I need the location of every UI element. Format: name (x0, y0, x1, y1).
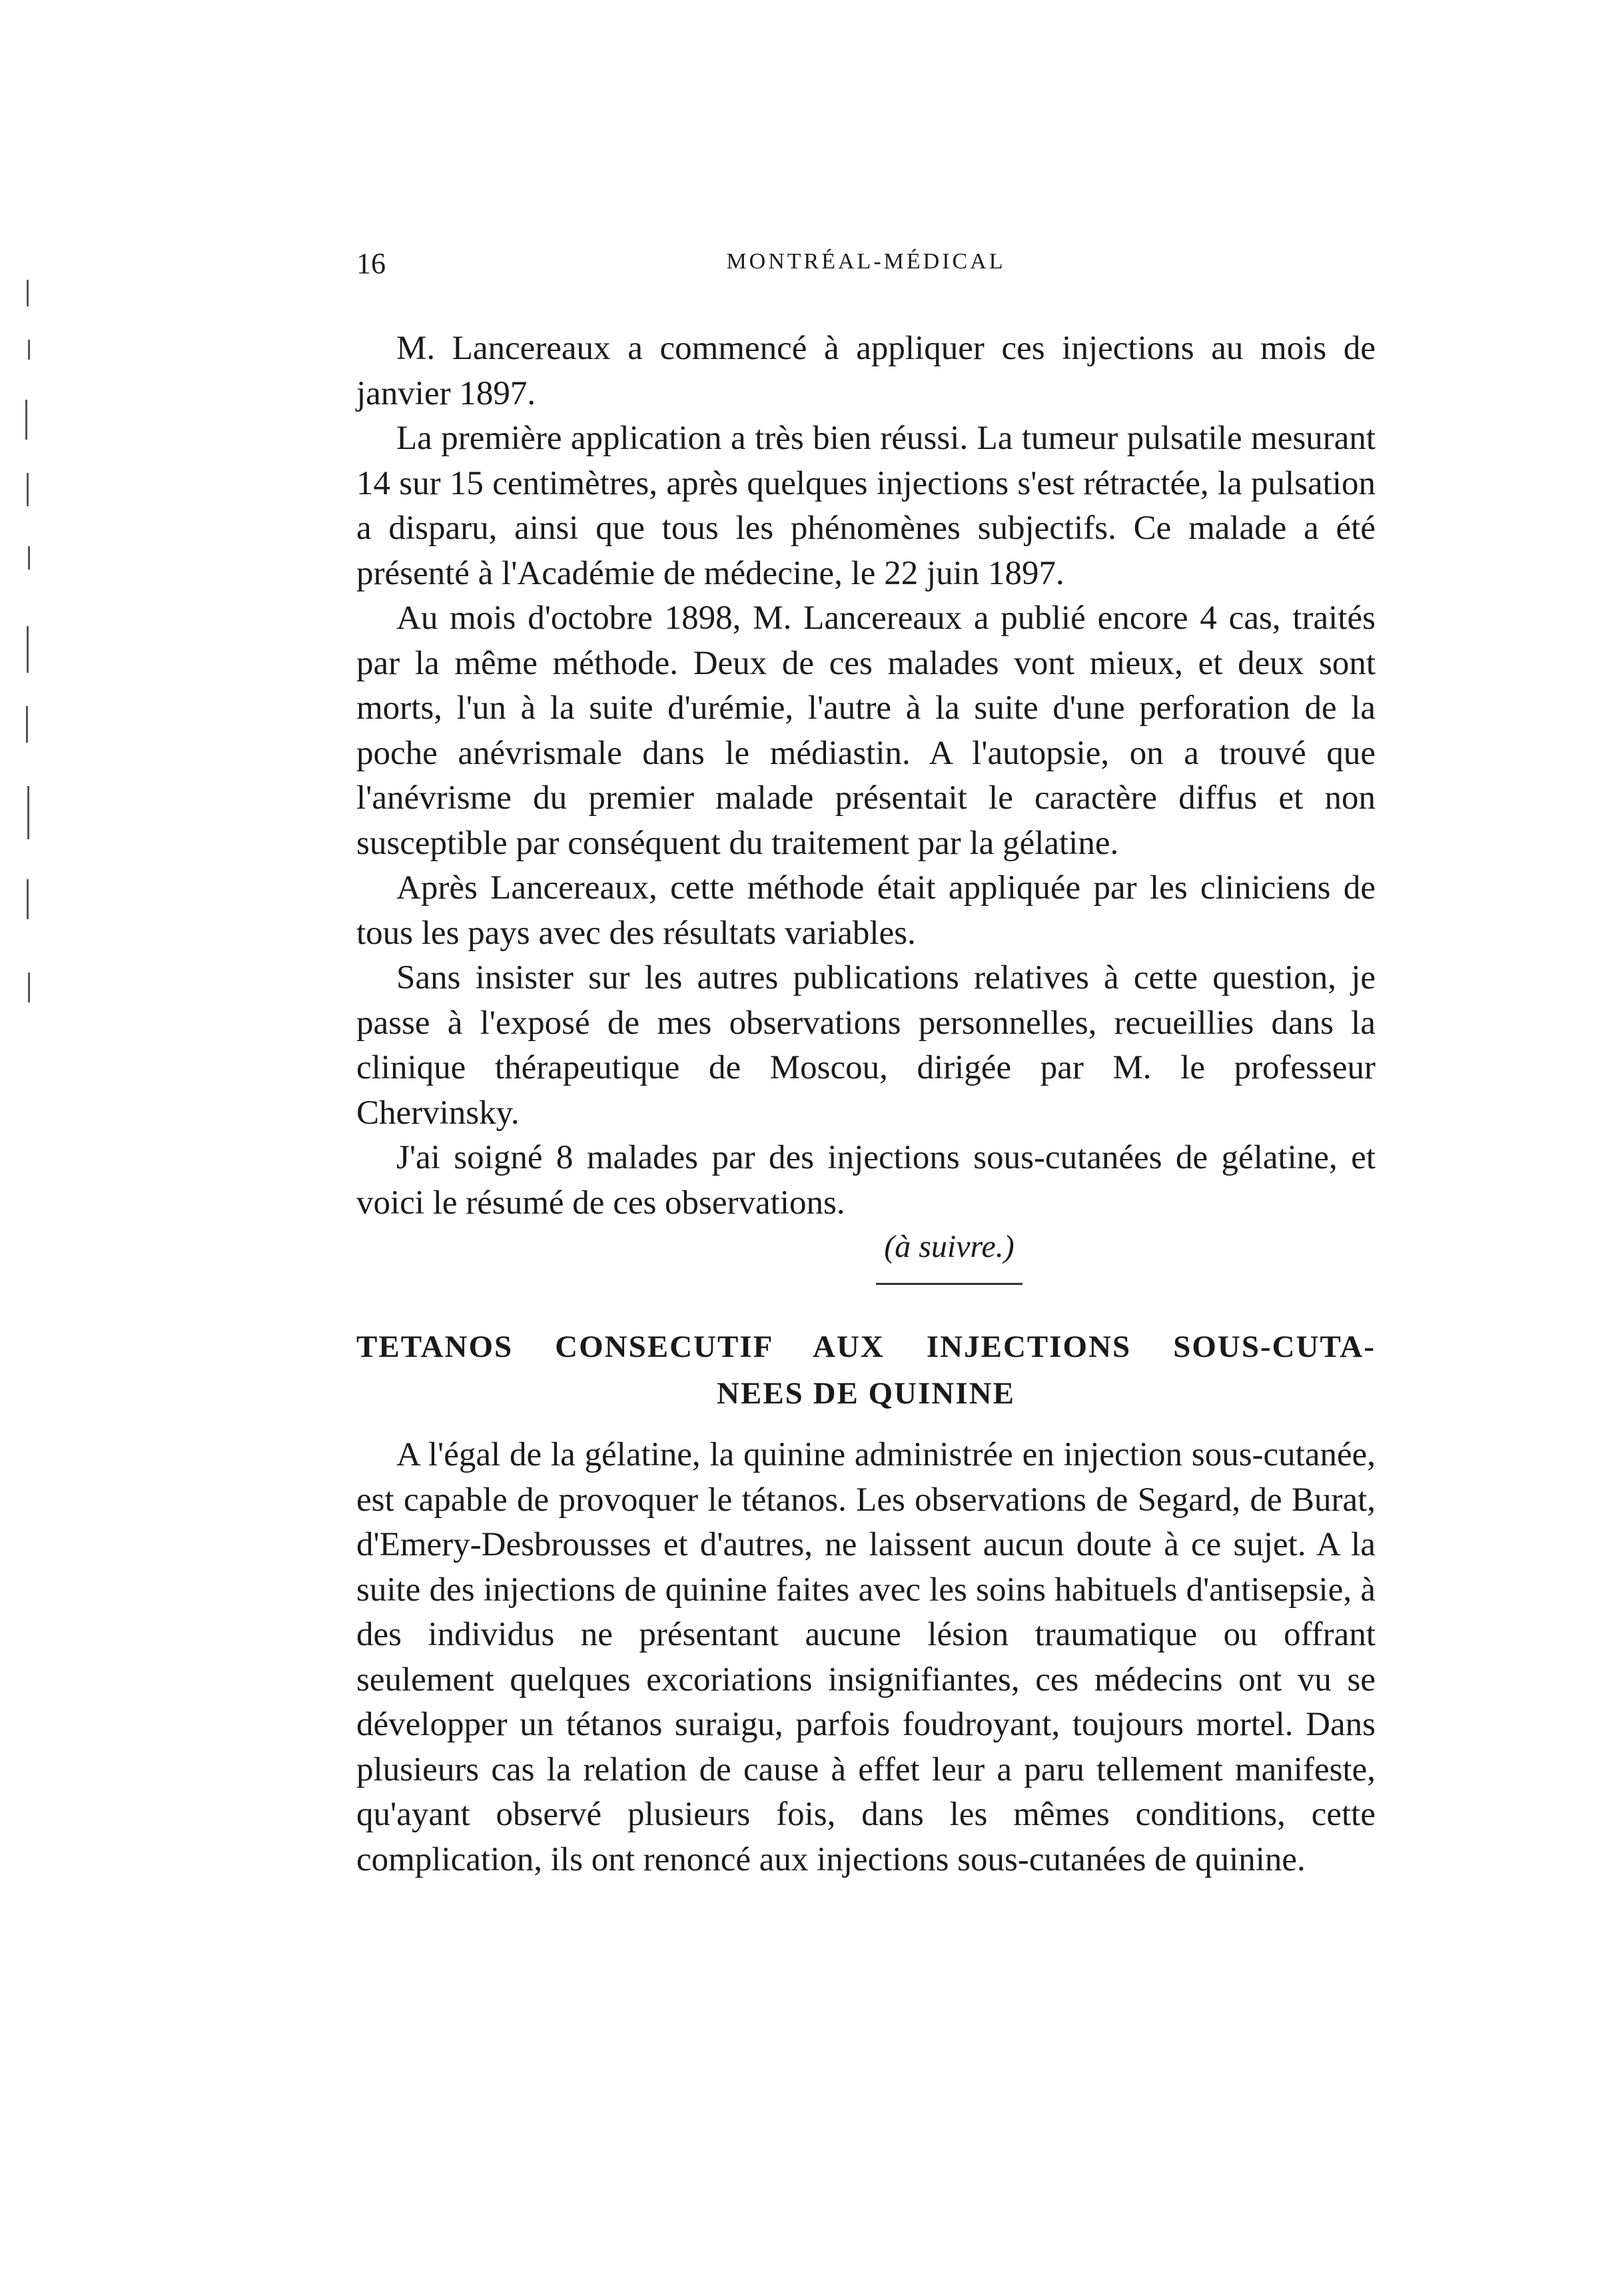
page-header (356, 246, 1376, 286)
paragraph: J'ai soigné 8 malades par des injections sous-cutanées de gélatine, et voici le résumé de ces observations. (356, 1139, 1376, 1222)
margin-scan-marks (20, 280, 40, 1079)
paragraph: Au mois d'octobre 1898, M. Lancereaux a publié encore 4 cas, traités par la même méthode. Deux de ces malades vont mieux, et deux sont morts, l'un à la suite d'urémie, l'autre à la suite d'une perforation de la poche anévrismale dans le médiastin. A l'autopsie, on a trouvé que l'anévrisme du premier malade présentait le caractère diffus et non susceptible par conséquent du traitement par la gélatine. (356, 599, 1376, 862)
section-body (356, 1433, 1376, 1882)
section-divider (876, 1283, 1022, 1285)
paragraph: Après Lancereaux, cette méthode était appliquée par les cliniciens de tous les pays avec des résultats variables. (356, 869, 1376, 952)
section-title-line-1: TETANOS CONSECUTIF AUX INJECTIONS SOUS-CUTA- (356, 1330, 1376, 1364)
paragraph: A l'égal de la gélatine, la quinine administrée en injection sous-cutanée, est capable de provoquer le tétanos. Les observations de Segard, de Burat, d'Emery-Desbrousses et d'autres, ne laissent aucun doute à ce sujet. A la suite des injections de quinine faites avec les soins habituels d'antisepsie, à des individus ne présentant aucune lésion traumatique ou offrant seulement quelques excoriations insignifiantes, ces médecins ont vu se développer un tétanos suraigu, parfois foudroyant, toujours mortel. Dans plusieurs cas la relation de cause à effet leur a paru tellement manifeste, qu'ayant observé plusieurs fois, dans les mêmes conditions, cette complication, ils ont renoncé aux injections sous-cutanées de quinine. (356, 1436, 1376, 1878)
page-number: 16 (356, 247, 386, 280)
paragraph: La première application a très bien réussi. La tumeur pulsatile mesurant 14 sur 15 centimètres, après quelques injections s'est rétractée, la pulsation a disparu, ainsi que tous les phénomènes subjectifs. Ce malade a été présenté à l'Académie de médecine, le 22 juin 1897. (356, 420, 1376, 592)
paragraph: Sans insister sur les autres publications relatives à cette question, je passe à l'exposé de mes observations personnelles, recueillies dans la clinique thérapeutique de Moscou, dirigée par M. le professeur Chervinsky. (356, 959, 1376, 1132)
page-body (356, 326, 1376, 1882)
running-title: MONTRÉAL-MÉDICAL (726, 249, 1006, 274)
paragraph: M. Lancereaux a commencé à appliquer ces injections au mois de janvier 1897. (356, 330, 1376, 412)
section-title (356, 1324, 1376, 1417)
continuation-note: (à suivre.) (884, 1229, 1015, 1264)
section-title-line-2: NEES DE QUININE (717, 1376, 1015, 1411)
